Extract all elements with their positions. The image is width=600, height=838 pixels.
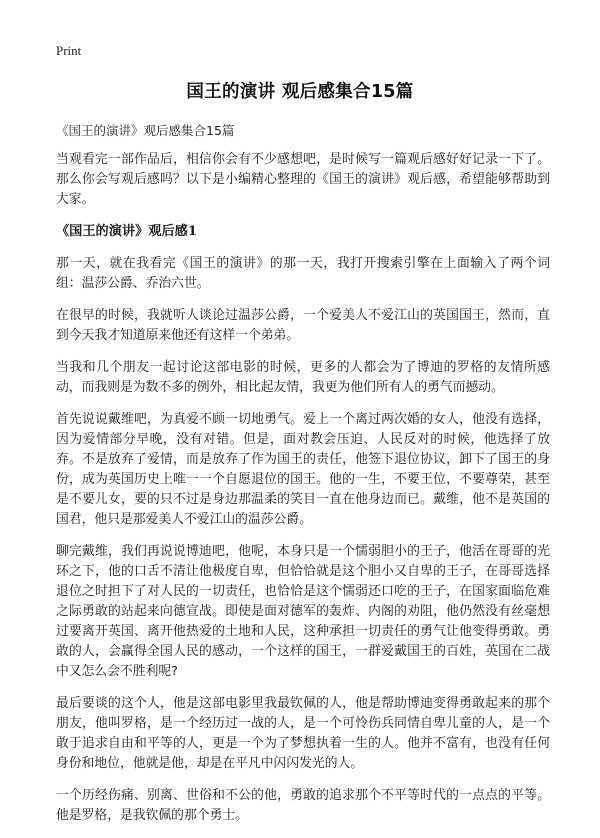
paragraph-5: 聊完戴维，我们再说说博迪吧，他呢，本身只是一个懦弱胆小的王子，他活在哥哥的光环之下，他的口舌不清让他极度自卑，但恰恰就是这个胆小又自卑的王子，在哥哥选择退位之时担下了对人民的一切责任，也恰恰是这个懦弱还口吃的王子，在国家面临危难之际勇敢的站起来向德宣战。即使是面对德军的轰炸、内阁的劝阻，他仍然没有丝毫想过要离开英国、离开他热爱的土地和人民，这种承担一切责任的勇气让他变得勇敢。勇敢的人，会赢得全国人民的感动，一个这样的国王，一群爱戴国王的百姓，英国在二战中又怎么会不胜利呢? <box>56 544 550 679</box>
paragraph-6: 最后要谈的这个人，他是这部电影里我最钦佩的人，他是帮助博迪变得勇敢起来的那个朋友，他叫罗格，是一个经历过一战的人，是一个可怜伤兵同情自卑儿童的人，是一个敢于追求自由和平等的人，更是一个为了梦想执着一生的人。他并不富有，也没有任何身份和地位，他就是他，却是在平凡中闪闪发光的人。 <box>56 696 550 771</box>
paragraph-2: 在很早的时候，我就听人谈论过温莎公爵，一个爱美人不爱江山的英国国王，然而，直到今天我才知道原来他还有这样一个弟弟。 <box>56 308 550 343</box>
paragraph-1: 那一天，就在我看完《国王的演讲》的那一天，我打开搜索引擎在上面输入了两个词组：温莎公爵、乔治六世。 <box>56 256 550 291</box>
document-subtitle: 《国王的演讲》观后感集合15篇 <box>56 123 235 138</box>
paragraph-4: 首先说说戴维吧，为真爱不顾一切地勇气。爱上一个离过两次婚的女人，他没有选择，因为爱情部分早晚，没有对错。但是，面对教会压迫、人民反对的时候，他选择了放弃。不是放弃了爱情，而是放弃了作为国王的责任，他签下退位协议，卸下了国王的身份，成为英国历史上唯一一个自愿退位的国王。他的一生，不要王位，不要尊荣，甚至是不要儿女，要的只不过是身边那温柔的笑目一直在他身边而已。戴维，他不是英国的国君，他只是那爱美人不爱江山的温莎公爵。 <box>56 412 550 527</box>
paragraph-3: 当我和几个朋友一起讨论这部电影的时候，更多的人都会为了博迪的罗格的友情所感动，而我则是为数不多的例外，相比起友情，我更为他们所有人的勇气而撼动。 <box>56 360 550 395</box>
section-heading: 《国王的演讲》观后感1 <box>56 224 198 239</box>
paragraph-7: 一个历经伤痛、别离、世俗和不公的他，勇敢的追求那个不平等时代的一点点的平等。他是罗格，是我钦佩的那个勇士。 <box>56 788 550 823</box>
page-title: 国王的演讲 观后感集合15篇 <box>186 82 414 102</box>
document-body <box>56 150 550 838</box>
print-label[interactable]: Print <box>56 43 82 58</box>
intro-paragraph: 当观看完一部作品后，相信你会有不少感想吧，是时候写一篇观后感好好记录一下了。那么你会写观后感吗？以下是小编精心整理的《国王的演讲》观后感，希望能够帮助到大家。 <box>56 152 550 207</box>
